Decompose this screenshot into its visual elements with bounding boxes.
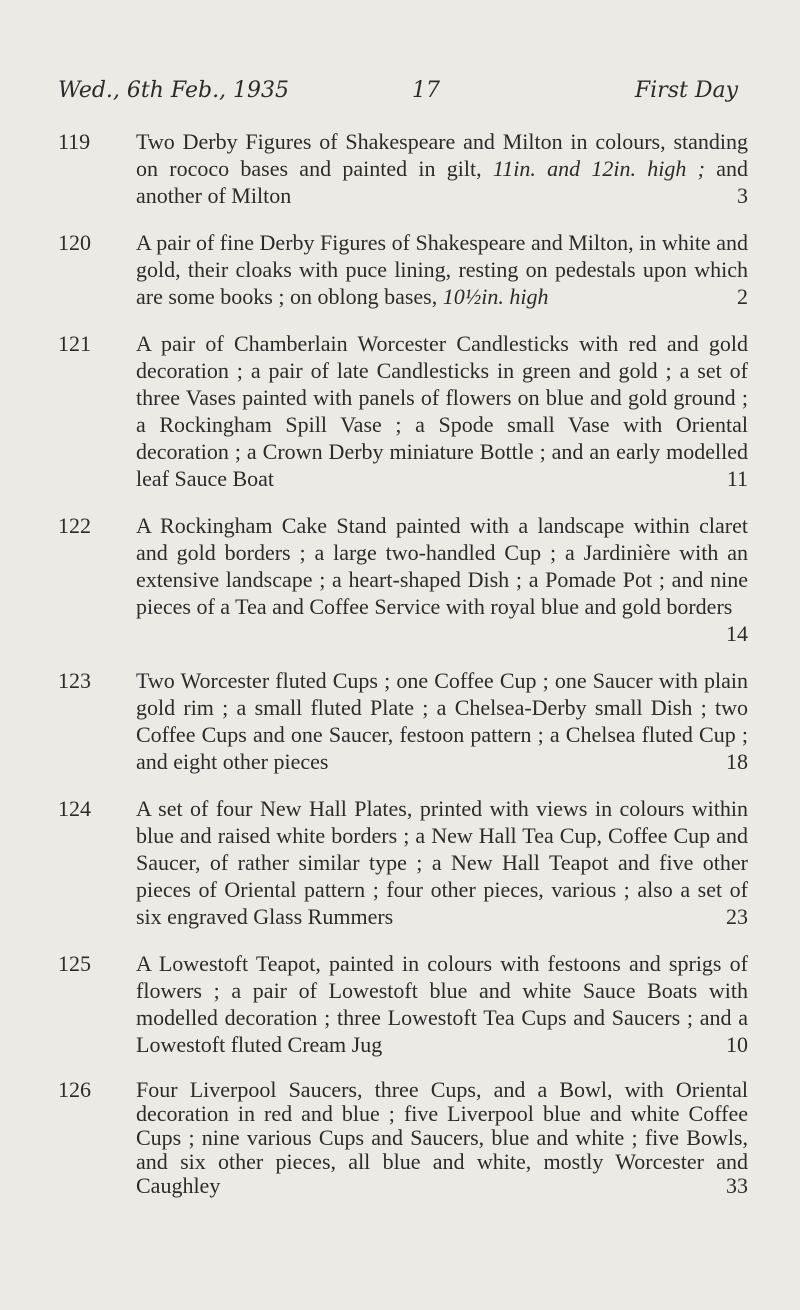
lot-description: Four Liverpool Saucers, three Cups, and a Bowl, with Oriental decoration in red and blue ; five Liverpool blue and white Coffee Cups ; nine various Cups and Saucers, blue and white ; five Bowls, and six other pieces, all blue and white, mostly Worcester and Caughley 33 [136, 1077, 748, 1198]
lot-number: 120 [58, 230, 91, 255]
lot-number: 123 [58, 668, 91, 693]
lot-number: 121 [58, 331, 91, 356]
lot-entry [58, 1078, 748, 1198]
lot-entry [58, 229, 748, 310]
lot-number: 119 [58, 129, 91, 154]
lot-number: 122 [58, 513, 91, 538]
lot-number: 126 [58, 1077, 91, 1102]
lot-entry [58, 795, 748, 930]
lot-description: A pair of Chamberlain Worcester Candlesticks with red and gold decoration ; a pair of late Candlesticks in green and gold ; a set of three Vases painted with panels of flowers on blue and gold ground ; a Rockingham Spill Vase ; a Spode small Vase with Oriental decoration ; a Crown Derby miniature Bottle ; and an early modelled leaf Sauce Boat 11 [136, 331, 748, 491]
lot-quantity: 11 [726, 466, 748, 491]
lot-description: A set of four New Hall Plates, printed with views in colours within blue and raised white borders ; a New Hall Tea Cup, Coffee Cup and Saucer, of rather similar type ; a New Hall Teapot and five other pieces of Oriental pattern ; four other pieces, various ; also a set of six engraved Glass Rummers 23 [136, 796, 748, 929]
lot-description: A Lowestoft Teapot, painted in colours with festoons and sprigs of flowers ; a pair of Lowestoft blue and white Sauce Boats with modelled decoration ; three Lowestoft Tea Cups and Saucers ; and a Lowestoft fluted Cream Jug 10 [136, 951, 748, 1057]
lot-quantity: 14 [726, 621, 748, 646]
lot-quantity: 10 [726, 1032, 748, 1057]
lot-quantity: 33 [726, 1173, 748, 1198]
lot-quantity: 18 [726, 749, 748, 774]
lot-quantity: 2 [737, 284, 748, 309]
lot-quantity: 3 [737, 183, 748, 208]
lot-quantity: 23 [726, 904, 748, 929]
lot-number: 125 [58, 951, 91, 976]
lot-entry [58, 128, 748, 209]
lot-description: Two Worcester fluted Cups ; one Coffee Cup ; one Saucer with plain gold rim ; a small fluted Plate ; a Chelsea-Derby small Dish ; two Coffee Cups and one Saucer, festoon pattern ; a Chelsea fluted Cup ; and eight other pieces 18 [136, 668, 748, 774]
page-number: 17 [412, 78, 440, 103]
lot-description: A Rockingham Cake Stand painted with a landscape within claret and gold borders ; a large two-handled Cup ; a Jardinière with an extensive landscape ; a heart-shaped Dish ; a Pomade Pot ; and nine pieces of a Tea and Coffee Service with royal blue and gold borders 14 [136, 513, 748, 646]
header-date: Wed., 6th Feb., 1935 [58, 78, 290, 103]
lot-description: A pair of fine Derby Figures of Shakespeare and Milton, in white and gold, their cloaks with puce lining, resting on pedestals upon which are some books ; on oblong bases, 10½in. high 2 [136, 230, 748, 309]
lot-entry [58, 950, 748, 1058]
lot-entry [58, 512, 748, 647]
lot-entry [58, 330, 748, 492]
lot-number: 124 [58, 796, 91, 821]
header-day: First Day [634, 78, 738, 103]
page-header [58, 78, 738, 114]
lot-entry [58, 667, 748, 775]
lot-description: Two Derby Figures of Shakespeare and Milton in colours, standing on rococo bases and painted in gilt, 11in. and 12in. high ; and another of Milton 3 [136, 129, 749, 208]
